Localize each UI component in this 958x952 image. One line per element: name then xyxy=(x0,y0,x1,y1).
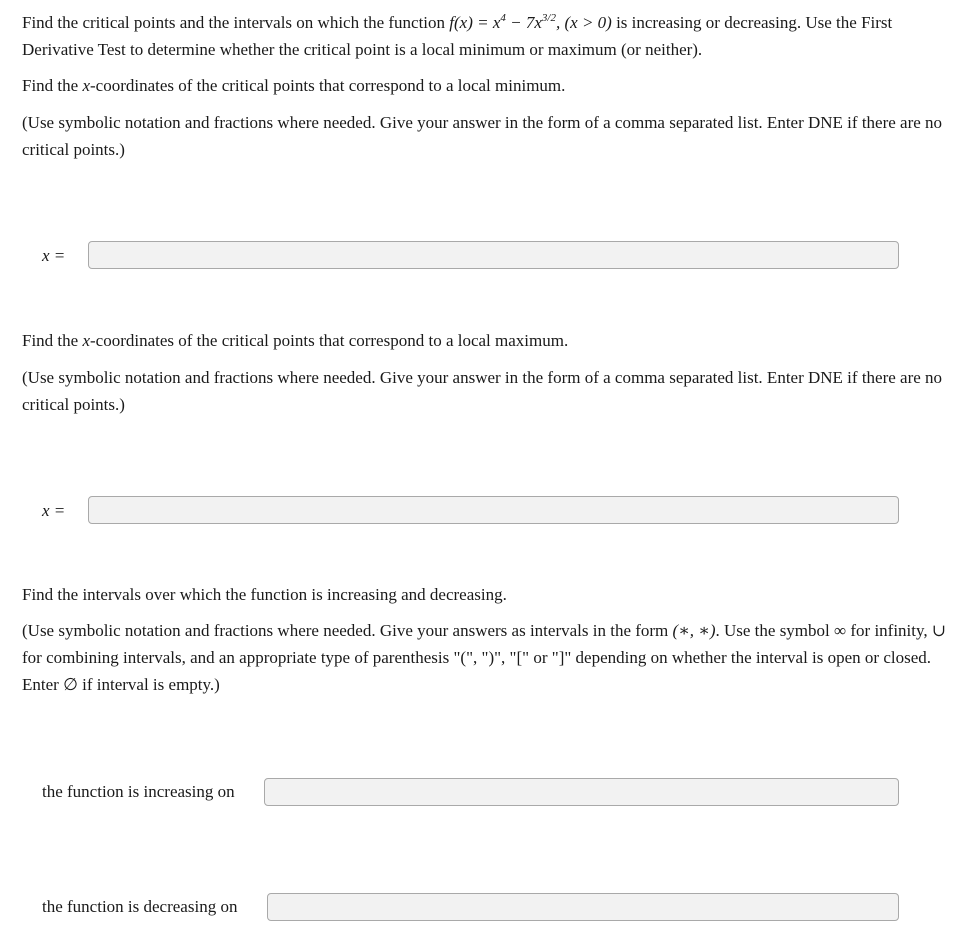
function-exponent-2: 3/2 xyxy=(541,12,556,24)
max-instructions: (Use symbolic notation and fractions where needed. Give your answer in the form of a comma separated list. Enter DNE if there are no critical points.) xyxy=(22,368,943,414)
intervals-instructions-b: . Use the symbol ∞ for infinity, ∪ for combining intervals, and an appropriate type of parenthesis "(", ")", "[" or "]" depending on whether the interval is open or closed. Enter ∅ if interval is empty.) xyxy=(22,621,947,694)
max-answer-label: x = xyxy=(42,501,66,520)
max-question xyxy=(22,327,950,354)
intervals-instructions-a: (Use symbolic notation and fractions where needed. Give your answers as intervals in the form xyxy=(22,621,673,640)
problem-intro-text: Find the critical points and the intervals on which the function xyxy=(22,13,446,32)
increasing-interval-input[interactable] xyxy=(264,778,899,806)
local-minimum-input[interactable] xyxy=(88,241,899,269)
function-domain: , (x > 0) xyxy=(555,13,612,32)
function-expression xyxy=(449,13,612,32)
problem-statement xyxy=(22,9,950,63)
min-question xyxy=(22,72,950,99)
intervals-instructions xyxy=(22,617,950,698)
decreasing-label: the function is decreasing on xyxy=(42,897,238,916)
min-question-a: Find the xyxy=(22,76,83,95)
function-base: f(x) = x xyxy=(449,13,501,32)
min-instructions: (Use symbolic notation and fractions where needed. Give your answer in the form of a comma separated list. Enter DNE if there are no critical points.) xyxy=(22,113,943,159)
max-question-a: Find the xyxy=(22,331,83,350)
function-exponent-1: 4 xyxy=(500,12,506,24)
local-maximum-input[interactable] xyxy=(88,496,899,524)
min-answer-label: x = xyxy=(42,246,66,265)
max-question-var: x xyxy=(82,331,90,350)
max-question-b: -coordinates of the critical points that correspond to a local maximum. xyxy=(90,331,569,350)
interval-form: (∗, ∗) xyxy=(672,621,716,640)
min-question-var: x xyxy=(82,76,90,95)
intervals-question: Find the intervals over which the function is increasing and decreasing. xyxy=(22,585,507,604)
min-question-b: -coordinates of the critical points that correspond to a local minimum. xyxy=(90,76,566,95)
function-term-2: − 7x xyxy=(505,13,542,32)
decreasing-interval-input[interactable] xyxy=(267,893,899,921)
problem-intro-rest: is increasing or decreasing. Use the First Derivative Test to determine whether the critical point is a local minimum or maximum (or neither). xyxy=(22,13,893,59)
increasing-label: the function is increasing on xyxy=(42,782,235,801)
